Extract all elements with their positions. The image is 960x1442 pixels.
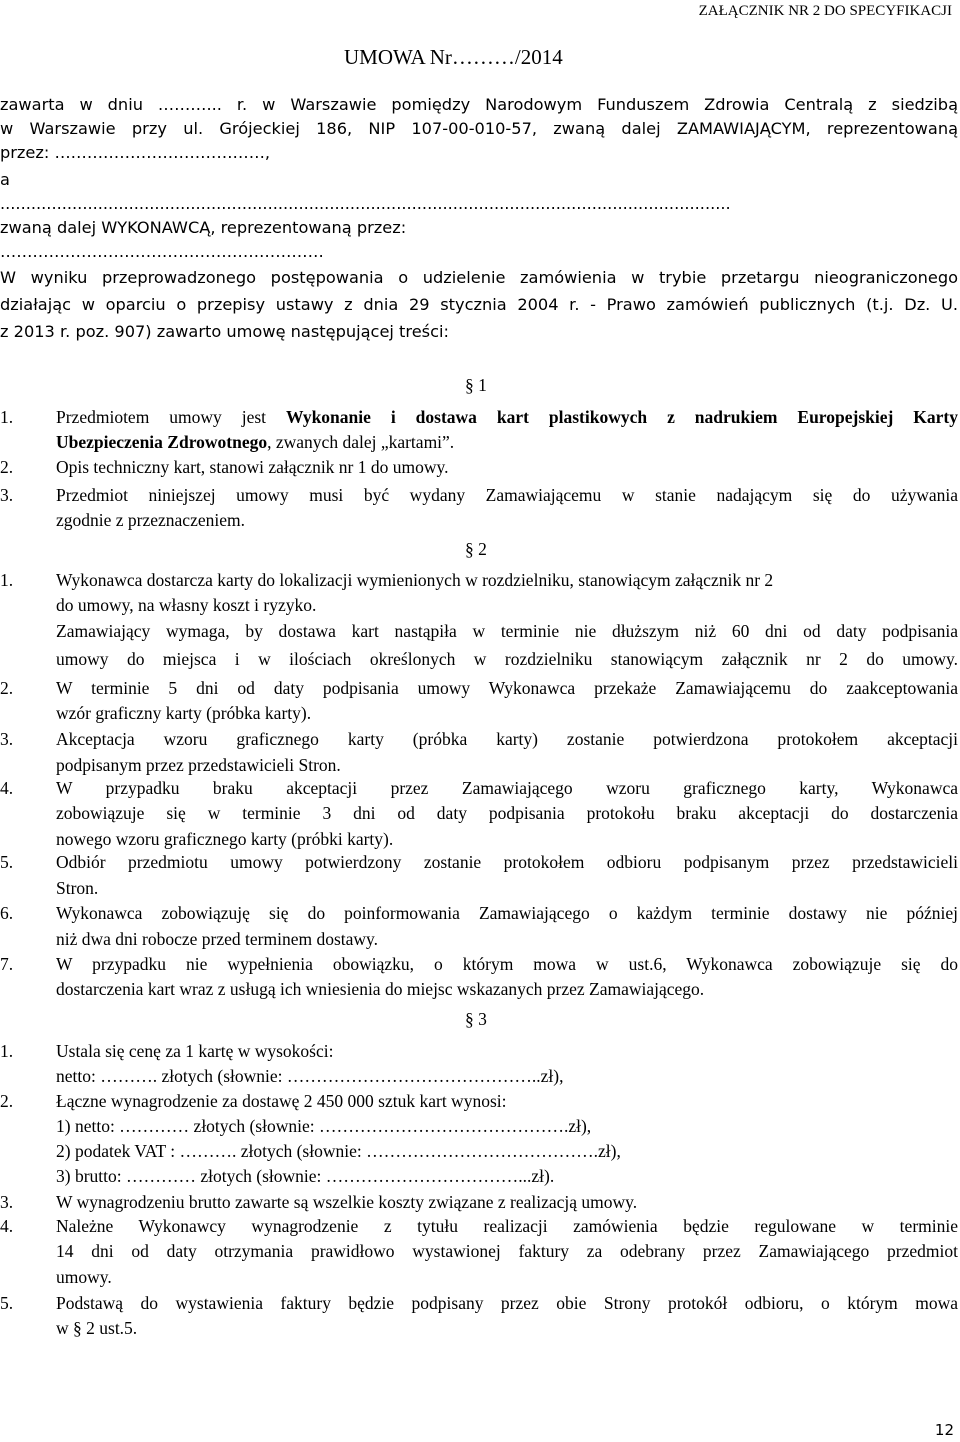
item-text-part: Przedmiotem umowy jest xyxy=(56,407,286,427)
item-number: 2. xyxy=(0,457,14,477)
item-text: Opis techniczny kart, stanowi załącznik nr 1 do umowy. xyxy=(56,457,449,477)
item-text: nowego wzoru graficznego karty (próbki karty). xyxy=(56,829,394,849)
item-number: 3. xyxy=(0,729,14,749)
item-text: wzór graficzny karty (próbka karty). xyxy=(56,703,312,723)
item-number: 7. xyxy=(0,954,14,974)
item-number: 5. xyxy=(0,852,14,872)
item-text-bold: Wykonanie i dostawa kart plastikowych z nadrukiem Europejskiej Karty xyxy=(285,407,958,427)
intro-line: …………………………………………………… xyxy=(0,242,324,261)
item-text: Odbiór przedmiotu umowy potwierdzony zostanie protokołem odbioru podpisanym przez przedstawicieli xyxy=(56,852,958,872)
item-text: W przypadku nie wypełnienia obowiązku, o którym mowa w ust.6, Wykonawca zobowiązuje się do xyxy=(56,954,958,974)
item-text: 1) netto: ………… złotych (słownie: …………………………………….zł), xyxy=(56,1116,592,1136)
item-text: zobowiązuje się w terminie 3 dni od daty podpisania protokołu braku akceptacji do dostarczenia xyxy=(56,803,958,823)
item-number: 2. xyxy=(0,1091,14,1111)
intro-line: z 2013 r. poz. 907) zawarto umowę następującej treści: xyxy=(0,322,449,341)
item-text: W terminie 5 dni od daty podpisania umowy Wykonawca przekaże Zamawiającemu do zaakceptowania xyxy=(56,678,958,698)
item-text: umowy. xyxy=(56,1267,112,1287)
item-text: Akceptacja wzoru graficznego karty (próbka karty) zostanie potwierdzona protokołem akceptacji xyxy=(56,729,958,749)
item-text: Stron. xyxy=(56,878,99,898)
item-text xyxy=(56,434,454,452)
item-text: niż dwa dni robocze przed terminem dostawy. xyxy=(56,929,379,949)
section-heading: § 2 xyxy=(465,539,487,559)
intro-line: a xyxy=(0,170,10,189)
item-text: zgodnie z przeznaczeniem. xyxy=(56,510,245,530)
item-number: 1. xyxy=(0,1041,14,1061)
item-text: netto: ………. złotych (słownie: ……………………………………..zł), xyxy=(56,1066,564,1086)
item-number: 2. xyxy=(0,678,14,698)
item-text: 14 dni od daty otrzymania prawidłowo wystawionej faktury za odebrany przez Zamawiającego przedmiot xyxy=(56,1241,958,1261)
item-text: dostarczenia kart wraz z usługą ich wniesienia do miejsc wskazanych przez Zamawiającego. xyxy=(56,979,705,999)
item-number: 3. xyxy=(0,1192,14,1212)
item-text: W wynagrodzeniu brutto zawarte są wszelkie koszty związane z realizacją umowy. xyxy=(56,1192,638,1212)
item-number: 3. xyxy=(0,485,14,505)
item-text: Łączne wynagrodzenie za dostawę 2 450 000 sztuk kart wynosi: xyxy=(56,1091,507,1111)
item-text: 2) podatek VAT : ………. złotych (słownie: ………………………………….zł), xyxy=(56,1141,621,1161)
item-text: Ustala się cenę za 1 kartę w wysokości: xyxy=(56,1041,334,1061)
page-number: 12 xyxy=(934,1421,954,1439)
intro-line: .............................................................................................................................................. xyxy=(0,196,731,213)
item-number: 5. xyxy=(0,1293,14,1313)
section-heading: § 3 xyxy=(465,1009,487,1029)
item-text: w § 2 ust.5. xyxy=(56,1318,138,1338)
intro-line: przez: …………………………………, xyxy=(0,143,271,162)
item-number: 1. xyxy=(0,407,14,427)
intro-line: zwaną dalej WYKONAWCĄ, reprezentowaną przez: xyxy=(0,218,407,237)
item-text: W przypadku braku akceptacji przez Zamawiającego wzoru graficznego karty, Wykonawca xyxy=(56,778,958,798)
intro-line: zawarta w dniu ………... r. w Warszawie pomiędzy Narodowym Funduszem Zdrowia Centralą z siedzibą xyxy=(0,95,958,114)
attachment-header: ZAŁĄCZNIK NR 2 DO SPECYFIKACJI xyxy=(698,3,952,19)
item-text: 3) brutto: ………… złotych (słownie: ……………………………...zł). xyxy=(56,1166,555,1186)
item-text: Zamawiający wymaga, by dostawa kart nastąpiła w terminie nie dłuższym niż 60 dni od daty podpisania xyxy=(56,621,958,641)
item-number: 6. xyxy=(0,903,14,923)
item-text: Wykonawca zobowiązuję się do poinformowania Zamawiającego o każdym terminie dostawy nie później xyxy=(56,903,958,923)
item-text: Wykonawca dostarcza karty do lokalizacji wymienionych w rozdzielniku, stanowiącym załącznik nr 2 xyxy=(56,570,774,590)
contract-title: UMOWA Nr………/2014 xyxy=(344,45,563,69)
intro-line: W wyniku przeprowadzonego postępowania o udzielenie zamówienia w trybie przetargu nieograniczonego xyxy=(0,268,958,287)
item-text: Podstawą do wystawienia faktury będzie podpisany przez obie Strony protokół odbioru, o którym mowa xyxy=(56,1293,958,1313)
intro-line: w Warszawie przy ul. Grójeckiej 186, NIP 107-00-010-57, zwaną dalej ZAMAWIAJĄCYM, reprezentowaną xyxy=(0,119,958,138)
item-text xyxy=(56,409,958,427)
item-text: Przedmiot niniejszej umowy musi być wydany Zamawiającemu w stanie nadającym się do używania xyxy=(56,485,958,505)
item-text-bold: Ubezpieczenia Zdrowotnego xyxy=(56,432,268,452)
item-text-part: , zwanych dalej „kartami”. xyxy=(267,432,455,452)
item-text: podpisanym przez przedstawicieli Stron. xyxy=(56,755,341,775)
item-number: 1. xyxy=(0,570,14,590)
item-number: 4. xyxy=(0,1216,14,1236)
item-text: do umowy, na własny koszt i ryzyko. xyxy=(56,595,317,615)
section-heading: § 1 xyxy=(465,375,487,395)
item-text: umowy do miejsca i w ilościach określonych w rozdzielniku stanowiącym załącznik nr 2 do umowy. xyxy=(56,649,958,669)
item-text: Należne Wykonawcy wynagrodzenie z tytułu realizacji zamówienia będzie regulowane w terminie xyxy=(56,1216,958,1236)
intro-line: działając w oparciu o przepisy ustawy z dnia 29 stycznia 2004 r. - Prawo zamówień publicznych (t.j. Dz. U. xyxy=(0,295,958,314)
item-number: 4. xyxy=(0,778,14,798)
